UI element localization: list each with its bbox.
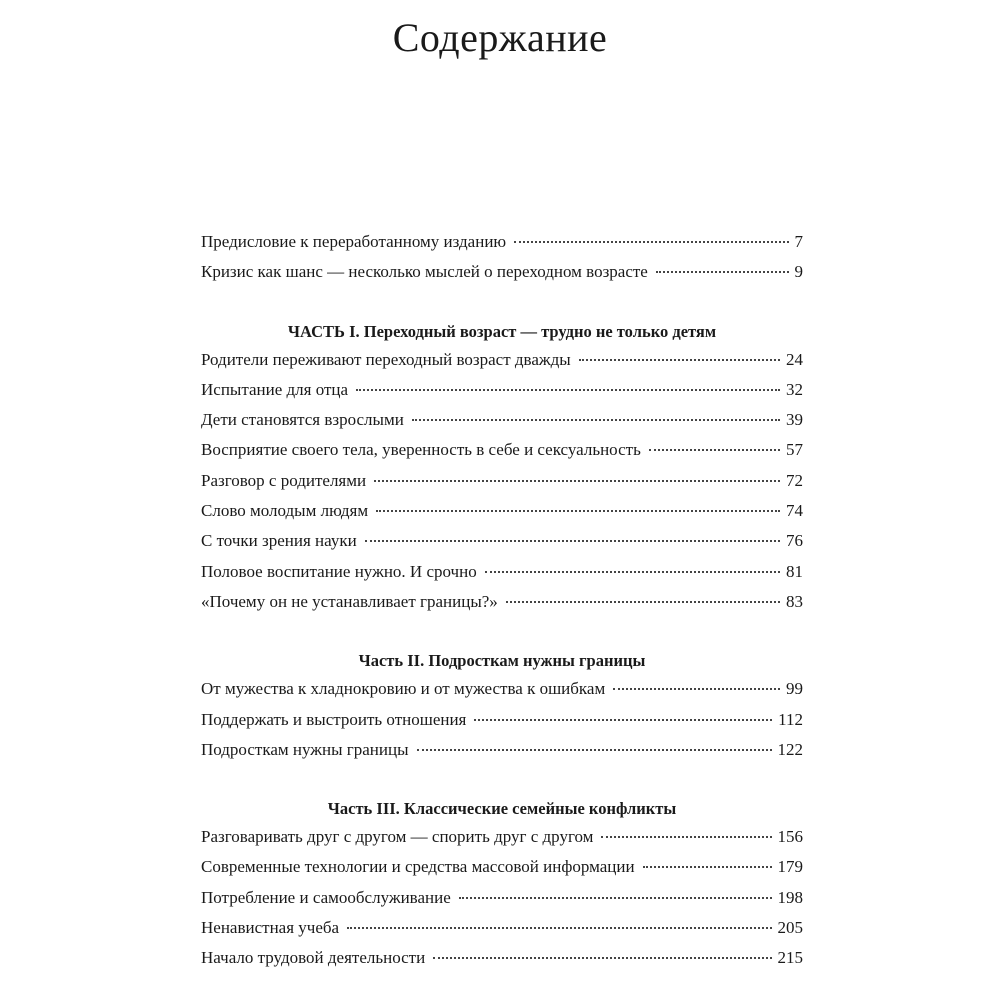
toc-entry (201, 410, 803, 440)
toc-entry-title: Начало трудовой деятельности (201, 948, 426, 968)
toc-entry-page-number: 76 (786, 531, 803, 551)
dot-leader (643, 866, 772, 868)
toc-entry-title: Потребление и самообслуживание (201, 887, 451, 907)
toc-entry (201, 440, 803, 470)
page-title: Содержание (392, 15, 608, 60)
dot-leader (656, 271, 789, 273)
toc-entry (201, 262, 803, 292)
toc-entry-page-number: 57 (786, 440, 803, 460)
toc-entry (201, 827, 803, 857)
toc-entry-page-number: 179 (777, 857, 803, 877)
toc-entry (201, 592, 803, 622)
toc-entry-title: Слово молодым людям (201, 501, 369, 521)
dot-leader (485, 571, 780, 573)
toc-entry (201, 531, 803, 561)
toc-entry (201, 857, 803, 887)
section-spacer (201, 622, 803, 646)
toc-entry-title: Дети становятся взрослыми (201, 410, 404, 430)
toc-entry (201, 710, 803, 740)
toc-entry-page-number: 83 (786, 591, 803, 611)
toc-entry (201, 380, 803, 410)
toc-entry-title: Подросткам нужны границы (201, 739, 409, 759)
dot-leader (376, 510, 780, 512)
toc-entry (201, 888, 803, 918)
toc-entry-title: Половое воспитание нужно. И срочно (201, 561, 477, 581)
dot-leader (356, 389, 780, 391)
toc-entry-title: Разговор с родителями (201, 470, 367, 490)
dot-leader (459, 897, 772, 899)
toc-entry-page-number: 198 (777, 887, 803, 907)
section-heading: Часть III. Классические семейные конфликты (327, 799, 677, 819)
dot-leader (433, 957, 771, 959)
dot-leader (649, 449, 780, 451)
dot-leader (474, 719, 772, 721)
toc-entry-title: Предисловие к переработанному изданию (201, 232, 507, 251)
toc-entry-page-number: 24 (786, 349, 803, 369)
toc-entry (201, 740, 803, 770)
toc-entry (201, 471, 803, 501)
toc-entry (201, 562, 803, 592)
toc-entry-title: «Почему он не устанавливает границы?» (201, 591, 498, 611)
toc-entry-page-number: 72 (786, 470, 803, 490)
toc-entry-page-number: 9 (794, 262, 803, 282)
toc-entry-page-number: 112 (778, 709, 803, 729)
toc-entry-title: Ненавистная учеба (201, 918, 340, 938)
dot-leader (506, 601, 780, 603)
toc-entry-page-number: 205 (777, 918, 803, 938)
dot-leader (374, 480, 780, 482)
section-spacer (201, 770, 803, 794)
dot-leader (613, 688, 780, 690)
toc-entry-page-number: 122 (777, 739, 803, 759)
toc-entry (201, 948, 803, 978)
dot-leader (579, 359, 780, 361)
toc-entry (201, 350, 803, 380)
dot-leader (514, 241, 788, 243)
toc-entry-title: Поддержать и выстроить отношения (201, 709, 467, 729)
dot-leader (601, 836, 771, 838)
toc-entry (201, 232, 803, 262)
table-of-contents (201, 232, 803, 979)
toc-entry (201, 679, 803, 709)
toc-entry-page-number: 32 (786, 379, 803, 399)
toc-entry-page-number: 74 (786, 501, 803, 521)
toc-entry-title: С точки зрения науки (201, 531, 357, 551)
dot-leader (417, 749, 772, 751)
toc-entry-title: От мужества к хладнокровию и от мужества к ошибкам (201, 679, 606, 699)
toc-entry-title: Кризис как шанс — несколько мыслей о переходном возрасте (201, 262, 648, 282)
toc-entry-title: Испытание для отца (201, 379, 349, 399)
toc-entry-page-number: 7 (794, 232, 803, 251)
toc-entry (201, 918, 803, 948)
toc-entry-title: Родители переживают переходный возраст дважды (201, 349, 571, 369)
toc-entry-page-number: 215 (777, 948, 803, 968)
section-heading: ЧАСТЬ I. Переходный возраст — трудно не только детям (287, 321, 717, 341)
toc-entry-page-number: 99 (786, 679, 803, 699)
toc-entry-page-number: 156 (777, 827, 803, 847)
dot-leader (365, 540, 780, 542)
toc-entry-title: Разговаривать друг с другом — спорить друг с другом (201, 827, 594, 847)
section-spacer (201, 293, 803, 317)
dot-leader (347, 927, 771, 929)
toc-entry (201, 501, 803, 531)
dot-leader (412, 419, 780, 421)
toc-entry-page-number: 39 (786, 410, 803, 430)
section-heading: Часть II. Подросткам нужны границы (358, 651, 646, 671)
toc-entry-title: Восприятие своего тела, уверенность в себе и сексуальность (201, 440, 641, 460)
toc-entry-page-number: 81 (786, 561, 803, 581)
toc-entry-title: Современные технологии и средства массовой информации (201, 857, 635, 877)
